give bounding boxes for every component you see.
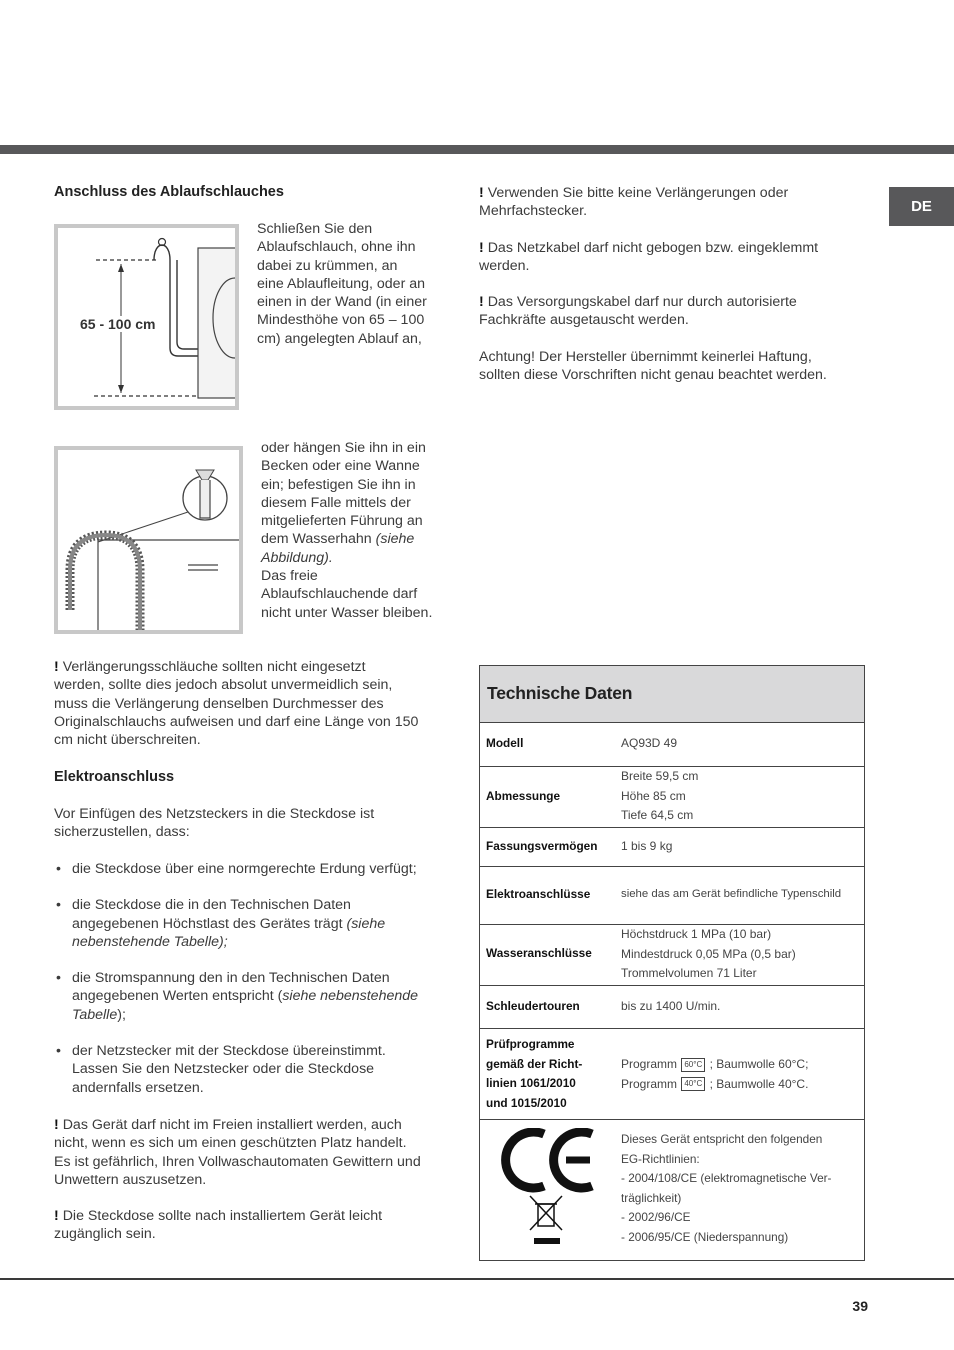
table-title: Technische Daten — [487, 683, 633, 703]
table-row: Dieses Gerät entspricht den folgenden EG-Richtlinien: - 2004/108/CE (elektromagnetische Ver- träglichkeit) - 2002/96/CE - 2006/95/CE (Niederspannung) — [480, 1120, 864, 1260]
list-item: • der Netzstecker mit der Steckdose übereinstimmt. Lassen Sie den Netzstecker oder die Steckdose andernfalls ersetzen. — [54, 1042, 444, 1097]
table-row: Schleudertouren bis zu 1400 U/min. — [480, 986, 864, 1029]
socket-note: ! Die Steckdose sollte nach installiertem Gerät leicht zugänglich sein. — [54, 1208, 383, 1243]
drain-basin-text: oder hängen Sie ihn in ein Becken oder eine Wanne ein; befestigen Sie ihn in diesem Falle mittels der mitgelieferten Führung an dem Wasserhahn (siehe Abbildung). Das freie Ablaufschlauchende darf nicht unter Wasser bleiben. — [261, 440, 433, 621]
ce-mark-icon — [500, 1128, 596, 1252]
figure-drain-wall — [54, 224, 239, 410]
table-header — [480, 666, 864, 723]
heading-electrical: Elektroanschluss — [54, 769, 175, 785]
note-cable-bend: ! Das Netzkabel darf nicht gebogen bzw. eingeklemmt werden. — [479, 240, 819, 275]
electrical-checklist — [54, 860, 444, 1115]
list-item: • die Steckdose die in den Technischen Daten angegebenen Höchstlast des Gerätes trägt (siehe nebenstehende Tabelle); — [54, 896, 444, 951]
table-row: Fassungsvermögen 1 bis 9 kg — [480, 828, 864, 867]
drain-basin-illustration — [58, 450, 239, 630]
drain-wall-text: Schließen Sie den Ablaufschlauch, ohne ihn dabei zu krümmen, an eine Ablaufleitung, oder an einen in der Wand (in einer Mindesthöhe von 65 – 100 cm) angelegten Ablauf an, — [257, 221, 427, 347]
note-cable-replace: ! Das Versorgungskabel darf nur durch autorisierte Fachkräfte ausgetauscht werden. — [479, 294, 797, 329]
program-icon: 40°C — [681, 1077, 705, 1091]
table-row: Wasseranschlüsse Höchstdruck 1 MPa (10 bar) Mindestdruck 0,05 MPa (0,5 bar) Trommelvolumen 71 Liter — [480, 925, 864, 986]
table-row: Elektroanschlüsse siehe das am Gerät befindliche Typenschild — [480, 867, 864, 925]
table-row: Abmessunge Breite 59,5 cm Höhe 85 cm Tiefe 64,5 cm — [480, 767, 864, 828]
note-extensions: ! Verwenden Sie bitte keine Verlängerungen oder Mehrfachstecker. — [479, 185, 789, 220]
outdoor-note: ! Das Gerät darf nicht im Freien installiert werden, auch nicht, wenn es sich um einen geschützten Platz handelt. Es ist gefährlich, Ihren Vollwaschautomaten Gewittern und Unwettern auszusetzen. — [54, 1117, 421, 1188]
technical-data-table — [479, 665, 865, 1261]
bottom-rule — [0, 1278, 954, 1280]
program-icon: 60°C — [681, 1058, 705, 1072]
height-label: 65 - 100 cm — [80, 316, 156, 332]
table-row: Prüfprogramme gemäß der Richt- linien 1061/2010 und 1015/2010 Programm 60°C ; Baumwolle 60°C; Programm 40°C ; Baumwolle 40°C. — [480, 1029, 864, 1120]
page-number: 39 — [852, 1298, 868, 1314]
list-item: • die Steckdose über eine normgerechte Erdung verfügt; — [54, 860, 444, 878]
table-row: Modell AQ93D 49 — [480, 723, 864, 767]
language-tab: DE — [889, 187, 954, 226]
figure-drain-basin — [54, 446, 243, 634]
list-item: • die Stromspannung den in den Technischen Daten angegebenen Werten entspricht (siehe nebenstehende Tabelle); — [54, 969, 444, 1024]
electrical-intro: Vor Einfügen des Netzsteckers in die Steckdose ist sicherzustellen, dass: — [54, 806, 375, 841]
heading-drain: Anschluss des Ablaufschlauches — [54, 184, 284, 200]
top-bar — [0, 145, 954, 154]
extension-note: ! Verlängerungsschläuche sollten nicht eingesetzt werden, sollte dies jedoch absolut unvermeidlich sein, muss die Verlängerung denselben Durchmesser des Originalschlauchs aufweisen und darf eine Länge von 150 cm nicht überschreiten. — [54, 659, 419, 749]
liability-warning: Achtung! Der Hersteller übernimmt keinerlei Haftung, sollten diese Vorschriften nicht genau beachtet werden. — [479, 349, 827, 384]
wee-bin-icon — [530, 1196, 562, 1244]
